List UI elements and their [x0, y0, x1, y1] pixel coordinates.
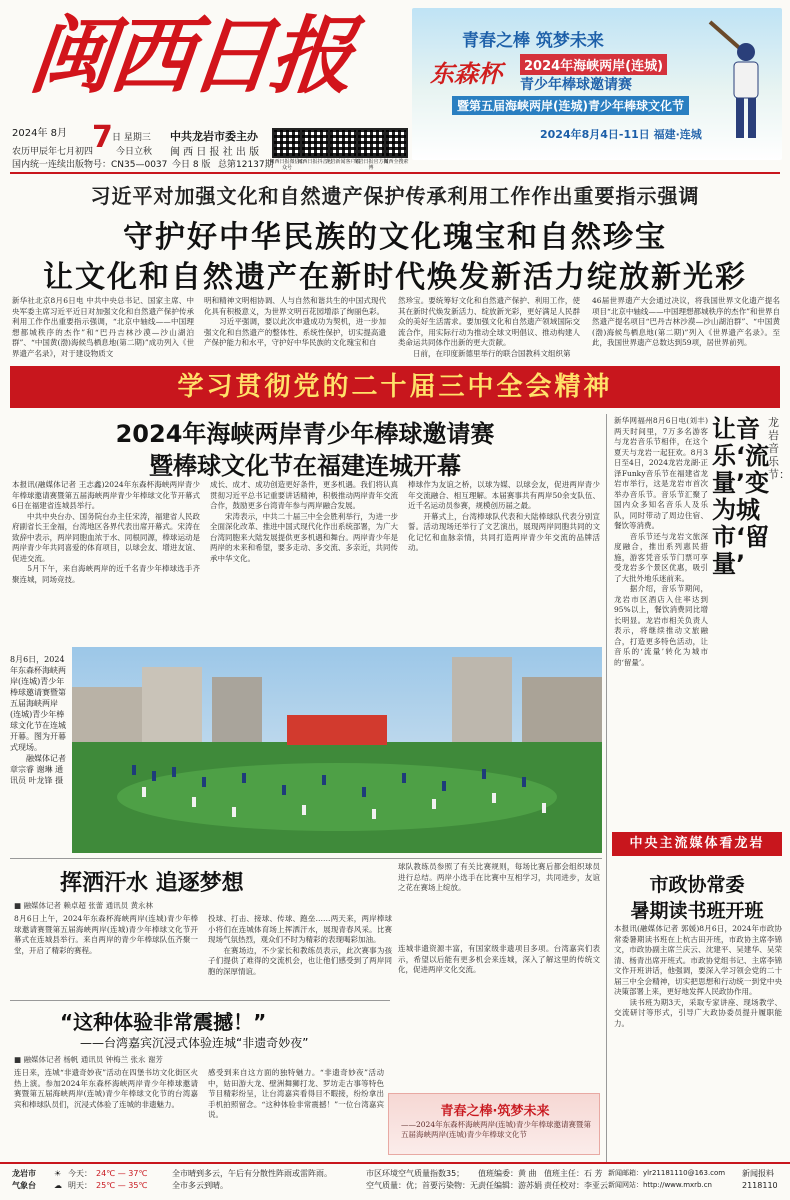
cppcc-headline-2: 暑期读书班开班 — [630, 900, 764, 922]
duty-editor-2: 值班主任：石 芳 — [544, 1169, 603, 1178]
lead-col-1: 新华社北京8月6日电 中共中央总书记、国家主席、中央军委主席习近平近日对加强文化和自然遗产保护传承利用工作作出重要指示强调，“北京中轴线——中国理想都城秩序的杰作”和“巴丹吉林沙漠—沙山湖泊群”、“中国黄(渤)海候鸟栖息地(第二期)”成功列入《世界遗产名录》，对于建设物质文 — [12, 296, 194, 358]
news-email[interactable]: 新闻邮箱：ylr21181110@163.com — [608, 1169, 726, 1177]
sweat-headline: 挥洒汗水 追逐梦想 — [60, 871, 244, 896]
banner-event-line3: 暨第五届海峡两岸(连城)青少年棒球文化节 — [452, 96, 689, 115]
article2-col-3: 棒球作为友谊之桥，以球为媒、以球会友，促进两岸青少年交流融合、相互理解。本届赛事共有两岸50余支队伍、近千名运动员参赛，规模创历届之最。 开幕式上，台湾棒球队代表和大陆棒球队代表分别宣誓。活动现场还举行了文艺演出，展现两岸同胞共同的文化记忆和血脉亲情，共同打造两岸青少年交流的品牌活动。 — [408, 480, 600, 552]
promo-box[interactable] — [388, 1093, 600, 1155]
article2-col-2: 成长、成才、成功创造更好条件，更多机遇。我们将认真贯彻习近平总书记重要讲话精神，积极推动两岸青年交流合作，鼓励更多台湾青年参与两岸融合发展。 宋涛表示，中共二十届三中全会胜利举行，为进一步全面深化改革、推进中国式现代化作出系统部署，为广大台湾同胞来大陆发展提供更多机遇和舞台。两岸青少年是两岸的未来和希望，要多走动、多交流、多亲近，共同传承中华文化。 — [210, 480, 398, 563]
weather-today-desc: 全市晴到多云，午后有分散性阵雨或雷阵雨。 — [172, 1169, 332, 1178]
music-kicker: 龙岩音乐节： — [768, 416, 790, 481]
article2-headline-1: 2024年海峡两岸青少年棒球邀请赛 — [115, 420, 495, 448]
page-count: 今日 8 版 — [172, 160, 211, 170]
weather-tomorrow-desc: 全市多云到晴。 — [172, 1181, 228, 1190]
tomorrow-temp: 25℃ — 35℃ — [96, 1181, 148, 1190]
today-label: 今天： — [68, 1169, 92, 1178]
hotline-number[interactable]: 2118110 — [742, 1181, 778, 1190]
masthead-divider — [10, 172, 780, 174]
lead-col-3: 然珍宝。要统筹好文化和自然遗产保护、利用工作，使其在新时代焕发新活力、绽放新光彩，更好满足人民群众的美好生活需求。要加强文化和自然遗产领域国际交流合作，用实际行动为推动全球文明倡议、推动构建人类命运共同体作出新的更大贡献。 日前，在印度新德里举行的联合国教科文组织第 — [398, 296, 580, 358]
news-website[interactable]: 新闻网站：http://www.mxrb.cn — [608, 1181, 712, 1189]
weekday: 日 星期三 — [112, 133, 151, 143]
promo-title: 青春之棒·筑梦未来 — [440, 1104, 550, 1119]
banner-slogan: 青春之棒 筑梦未来 — [462, 31, 604, 51]
experience-col-2: 感受到来自这方面的独特魅力。“非遗奇妙夜”活动中，姑田游大龙、壁洲舞狮打龙、罗坊走古事等特色节目精彩纷呈，让台湾嘉宾看得目不暇接，纷纷拿出手机拍照留念。“这种体验非常震撼！”一位台湾嘉宾说。 — [208, 1068, 384, 1119]
cn-number: 国内统一连续出版物号：CN35—0037 — [12, 160, 168, 170]
issue-number: 总第12137期 — [218, 160, 274, 170]
banner-dates: 2024年8月4日-11日 福建·连城 — [540, 128, 702, 141]
duty-editor-1: 值班编委：黄 曲 — [478, 1169, 537, 1178]
duty-editor-4: 责任校对：李亚云 — [544, 1181, 608, 1190]
experience-col-1: 连日来，连城“非遗奇妙夜”活动在四堡书坊文化街区火热上演。参加2024年东森杯海峡两岸青少年棒球邀请赛暨第五届海峡两岸(连城)青少年棒球文化节的台湾嘉宾和棒球队员们，沉浸式体验了连城的非遗魅力。 — [14, 1068, 198, 1109]
banner-event-line2: 青少年棒球邀请赛 — [520, 77, 632, 93]
lead-kicker: 习近平对加强文化和自然遗产保护传承利用工作作出重要指示强调 — [90, 184, 700, 208]
tomorrow-label: 明天： — [68, 1181, 92, 1190]
duty-editor-3: 责任编辑：游苏娟 — [478, 1181, 542, 1190]
article2-headline-2: 暨棒球文化节在福建连城开幕 — [149, 452, 461, 480]
sweat-col-3: 球队教练员参照了有关比赛规则，每场比赛后都会组织球员进行总结。两岸小选手在比赛中互相学习，共同进步，友谊之花在赛场上绽放。 — [398, 862, 600, 892]
sweat-col-1: 8月6日上午，2024年东森杯海峡两岸(连城)青少年棒球邀请赛暨第五届海峡两岸(连城)青少年棒球文化节开幕式在连城县举行。来自两岸的青少年棒球队伍齐聚一堂，开启了精彩的赛程。 — [14, 914, 198, 955]
column-banner — [10, 366, 780, 408]
cloud-icon: ☁ — [54, 1181, 62, 1190]
experience-col-3: 连城非遗资源丰富，有国家级非遗项目多项。台湾嘉宾们表示，希望以后能有更多机会来连城，深入了解这里的传统文化，促进两岸文化交流。 — [398, 944, 600, 974]
qr-code-1[interactable] — [272, 128, 302, 158]
lunar-date: 农历甲辰年七月初四 — [12, 147, 94, 157]
newspaper-logo: 闽西日报 — [24, 6, 356, 105]
experience-headline: “这种体验非常震撼！” — [60, 1010, 267, 1034]
page-footer — [0, 1162, 790, 1200]
weather-city: 龙岩市 — [12, 1169, 36, 1178]
article2-col-1: 本报讯(融媒体记者 王志鑫)2024年东森杯海峡两岸青少年棒球邀请赛暨第五届海峡两岸青少年棒球文化节开幕式6日在福建省连城县举行。 中共中央台办、国务院台办主任宋涛，福建省人民政府副省长王金福，台湾地区各界代表出席开幕式。宋涛在致辞中表示，两岸同胞血浓于水、同根同源，棒球运动是两岸青少年共同喜爱的体育项目，以球会友、增进友谊、促进交流。 5月下午，来自海峡两岸的近千名青少年棒球选手齐聚连城，同场竞技。 — [12, 480, 200, 584]
column-banner-text: 学习贯彻党的二十届三中全会精神 — [177, 372, 613, 402]
experience-byline: ■ 融媒体记者 杨帆 通讯员 钟梅兰 张永 谢芳 — [14, 1055, 163, 1064]
air-quality-index: 市区环境空气质量指数35； — [366, 1169, 465, 1178]
qr-caption: 龙岩日报官方微博 — [353, 159, 389, 171]
qr-caption: 闽西全搜索 — [383, 159, 409, 165]
air-quality: 空气质量：优；首要污染物：无。 — [366, 1181, 486, 1190]
music-headline: 让音乐‘流量’变为城市‘留量’ — [712, 415, 770, 578]
experience-subhead: ——台湾嘉宾沉浸式体验连城“非遗奇妙夜” — [80, 1036, 309, 1050]
event-banner[interactable] — [412, 8, 782, 160]
column-divider — [606, 414, 607, 1164]
date-year-month: 2024年 8月 — [12, 128, 67, 139]
qr-code-2[interactable] — [300, 128, 330, 158]
sun-icon: ☀ — [54, 1169, 62, 1178]
publisher-line2: 闽 西 日 报 社 出 版 — [170, 147, 260, 158]
promo-text: ——2024年东森杯海峡两岸(连城)青少年棒球邀请赛暨第五届海峡两岸(连城)青少年棒球文化节 — [401, 1120, 591, 1139]
music-article-col-a: 新华网福州8月6日电(刘丰)两天时间里，7万多名游客与龙岩音乐节相伴，在这个夏天与龙岩一起狂欢。8月3日至4日，2024龙岩龙湖·正泽Funky音乐节在福建省龙岩市举行，这是龙岩市首次举办音乐节。音乐节汇聚了国内众多知名音乐人及乐队，同时带动了周边住宿、餐饮等消费。 音乐节还与龙岩文旅深度融合，推出系列惠民措施，游客凭音乐节门票可享受龙岩多个景区优惠，吸引了大批外地乐迷前来。 据介绍，音乐节期间，龙岩市区酒店入住率达到95%以上，餐饮消费同比增长明显。龙岩市相关负责人表示，将继续推动文旅融合，打造更多特色活动，让音乐的‘流量’转化为城市的‘留量’。 — [614, 416, 708, 667]
lead-headline-2: 让文化和自然遗产在新时代焕发新活力绽放新光彩 — [43, 260, 747, 295]
date-block — [12, 128, 67, 140]
lead-col-4: 46届世界遗产大会通过决议，将我国世界文化遗产提名项目“北京中轴线——中国理想都城秩序的杰作”和世界自然遗产提名项目“巴丹吉林沙漠—沙山湖泊群”、“中国黄(渤)海候鸟栖息地(第二期)”列入《世界遗产名录》。至此，我国世界遗产总数达到59项，居世界前列。 — [592, 296, 780, 347]
sweat-byline: ■ 融媒体记者 赖卓超 张蕾 通讯员 黄永林 — [14, 901, 154, 910]
section-badge: 中央主流媒体看龙岩 — [612, 832, 782, 856]
date-day: 7 — [92, 120, 113, 155]
weather-station: 气象台 — [12, 1181, 36, 1190]
publisher-line1: 中共龙岩市委主办 — [170, 130, 258, 143]
qr-code-3[interactable] — [328, 128, 358, 158]
lead-headline-1: 守护好中华民族的文化瑰宝和自然珍宝 — [123, 220, 667, 255]
cppcc-col: 本报讯(融媒体记者 郭媛)8月6日，2024年市政协常委暑期读书班在上杭古田开班，市政协主席李锦文，市政协副主席兰庆云、沈建平、吴建华、吴荣清、杨青出席开班式。市政协党组书记、主席李锦文作开班讲话，他强调，要深入学习领会党的二十届三中全会精神，切实把思想和行动统一到党中央决策部署上来，更好地发挥人民政协作用。 读书班为期3天，采取专家讲座、现场教学、交流研讨等形式，引导广大政协委员提升履职能力。 — [614, 924, 782, 1028]
today-temp: 24℃ — 37℃ — [96, 1169, 148, 1178]
qr-code-5[interactable] — [384, 128, 408, 158]
baseball-player-icon — [700, 12, 772, 152]
qr-caption: 闽西日报抖音号 — [297, 159, 333, 165]
stadium-photo-icon — [72, 647, 602, 853]
banner-event-line1: 2024年海峡两岸(连城) — [520, 54, 667, 75]
qr-caption: 龙岩新闻客户端 — [325, 159, 361, 165]
ceremony-photo[interactable] — [72, 647, 602, 853]
banner-brand: 东森杯 — [430, 59, 502, 88]
sweat-col-2: 投球、打击、接球、传球、跑垒……两天来，两岸棒球小将们在连城体育场上挥洒汗水，展现青春风采。比赛现场气氛热烈，观众们不时为精彩的表现喝彩加油。 在赛场边，不少家长和教练员表示，此次赛事为孩子们提供了难得的交流机会，也让他们感受到了两岸同胞的深厚情谊。 — [208, 914, 392, 976]
photo-caption: 8月6日，2024年东森杯海峡两岸(连城)青少年棒球邀请赛暨第五届海峡两岸(连城)青少年棒球文化节在连城开幕。图为开幕式现场。 融媒体记者 章宗睿 谢琳 通讯员 叶龙锋 摄 — [10, 655, 66, 785]
solar-term: 今日立秋 — [116, 147, 153, 157]
qr-caption: 闽西日报微信公众号 — [269, 159, 305, 171]
section-divider — [10, 1000, 390, 1001]
qr-code-4[interactable] — [356, 128, 386, 158]
hotline-label: 新闻报料 — [742, 1169, 774, 1178]
lead-col-2: 明和精神文明相协调、人与自然和谐共生的中国式现代化具有积极意义，为世界文明百花园增添了绚丽色彩。 习近平强调，要以此次申遗成功为契机，进一步加强文化和自然遗产的整体性、系统性保护，切实提高遗产保护能力和水平，守护好中华民族的文化瑰宝和自 — [204, 296, 386, 347]
section-divider — [10, 858, 602, 859]
cppcc-headline-1: 市政协常委 — [649, 874, 745, 896]
